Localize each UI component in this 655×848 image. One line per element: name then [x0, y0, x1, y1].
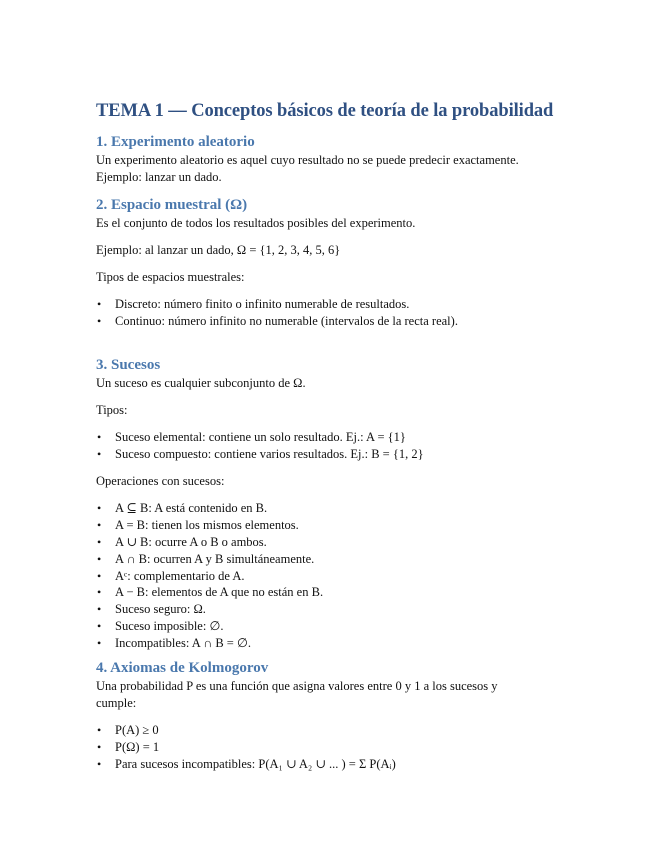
list-item: • Suceso seguro: Ω.: [97, 602, 206, 617]
bullet-icon: •: [97, 723, 102, 737]
list-item: • Continuo: número infinito no numerable (intervalos de la recta real).: [97, 313, 458, 328]
list-item: • Suceso imposible: ∅.: [97, 619, 224, 634]
list-item: • A ∩ B: ocurren A y B simultáneamente.: [97, 551, 315, 566]
section-2-heading: 2. Espacio muestral (Ω): [96, 197, 248, 213]
bullet-icon: •: [97, 517, 102, 532]
event-types-list: [96, 429, 424, 463]
list-item: • P(A) ≥ 0: [97, 723, 159, 737]
bullet-icon: •: [97, 585, 102, 600]
list-item: • Suceso elemental: contiene un solo resultado. Ej.: A = {1}: [97, 430, 406, 444]
bullet-icon: •: [97, 602, 102, 617]
list-item: • A ⊆ B: A está contenido en B.: [97, 501, 268, 515]
section-4-heading: 4. Axiomas de Kolmogorov: [96, 660, 269, 676]
document-title: TEMA 1 — Conceptos básicos de teoría de la probabilidad: [96, 101, 554, 121]
section-4-paragraph-line-1: Una probabilidad P es una función que asigna valores entre 0 y 1 a los sucesos y: [96, 679, 498, 693]
section-1-paragraph-2: Ejemplo: lanzar un dado.: [96, 170, 222, 184]
sample-space-types-list: [96, 296, 458, 330]
list-item: • A = B: tienen los mismos elementos.: [97, 517, 299, 532]
section-3-paragraph-3: Operaciones con sucesos:: [96, 474, 225, 488]
bullet-icon: •: [97, 430, 102, 444]
list-item: • P(Ω) = 1: [97, 739, 160, 754]
section-1-heading: 1. Experimento aleatorio: [96, 134, 255, 150]
bullet-icon: •: [97, 756, 102, 771]
bullet-icon: •: [97, 534, 102, 549]
section-3-paragraph-2: Tipos:: [96, 403, 128, 417]
event-operations-list: [96, 500, 323, 652]
section-2-paragraph-2: Ejemplo: al lanzar un dado, Ω = {1, 2, 3, 4, 5, 6}: [96, 243, 341, 257]
list-item: • A − B: elementos de A que no están en B.: [97, 585, 324, 600]
list-item: • A ∪ B: ocurre A o B o ambos.: [97, 534, 267, 549]
bullet-icon: •: [97, 739, 102, 754]
section-4-paragraph-line-2: cumple:: [96, 696, 137, 710]
list-item: • Suceso compuesto: contiene varios resultados. Ej.: B = {1, 2}: [97, 446, 424, 461]
bullet-icon: •: [97, 568, 102, 583]
bullet-icon: •: [97, 297, 102, 311]
bullet-icon: •: [97, 501, 102, 515]
section-3-heading: 3. Sucesos: [96, 357, 161, 373]
section-1-paragraph-1: Un experimento aleatorio es aquel cuyo resultado no se puede predecir exactamente.: [96, 153, 519, 167]
bullet-icon: •: [97, 551, 102, 566]
bullet-icon: •: [97, 636, 102, 651]
list-item: • Incompatibles: A ∩ B = ∅.: [97, 636, 251, 651]
list-item: • Para sucesos incompatibles: P(A₁ ∪ A₂ ∪ ... ) = Σ P(Aᵢ): [97, 756, 396, 771]
kolmogorov-axioms-list: [96, 722, 396, 773]
section-3-paragraph-1: Un suceso es cualquier subconjunto de Ω.: [96, 376, 306, 390]
bullet-icon: •: [97, 313, 102, 328]
list-item: • Discreto: número finito o infinito numerable de resultados.: [97, 297, 410, 311]
section-2-paragraph-1: Es el conjunto de todos los resultados posibles del experimento.: [96, 216, 416, 230]
bullet-icon: •: [97, 619, 102, 634]
section-2-paragraph-3: Tipos de espacios muestrales:: [96, 270, 245, 284]
bullet-icon: •: [97, 446, 102, 461]
list-item: • Aᶜ: complementario de A.: [97, 568, 245, 583]
